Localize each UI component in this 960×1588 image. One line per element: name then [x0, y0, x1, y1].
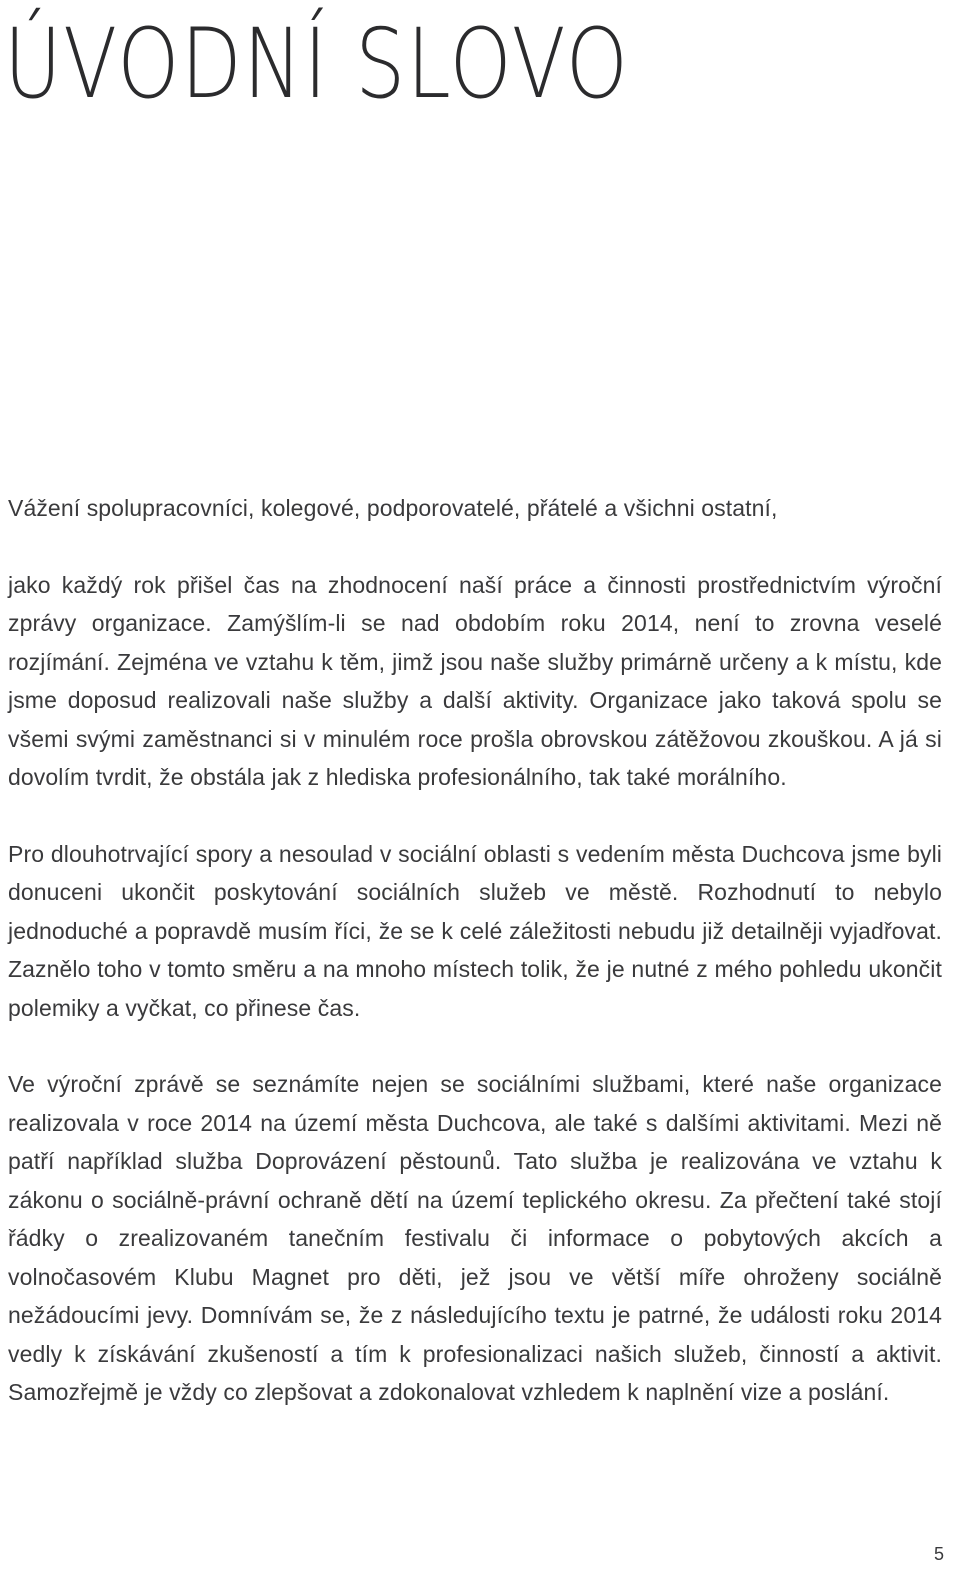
- page-number: 5: [933, 1544, 944, 1564]
- page-title: ÚVODNÍ SLOVO: [4, 8, 630, 120]
- body-text: [8, 489, 942, 1412]
- greeting-paragraph: Vážení spolupracovníci, kolegové, podporovatelé, přátelé a všichni ostatní,: [8, 495, 778, 521]
- paragraph-1: jako každý rok přišel čas na zhodnocení naší práce a činnosti prostřednictvím výroční zprávy organizace. Zamýšlím-li se nad obdobím roku 2014, není to zrovna veselé rozjímání. Zejména ve vztahu k těm, jimž jsou naše služby primárně určeny a k místu, kde jsme doposud realizovali naše služby a další aktivity. Organizace jako taková spolu se všemi svými zaměstnanci si v minulém roce prošla obrovskou zátěžovou zkouškou. A já si dovolím tvrdit, že obstála jak z hlediska profesionálního, tak také morálního.: [8, 571, 942, 790]
- paragraph-3: Ve výroční zprávě se seznámíte nejen se sociálními službami, které naše organizace realizovala v roce 2014 na území města Duchcova, ale také s dalšími aktivitami. Mezi ně patří například služba Doprovázení pěstounů. Tato služba je realizována ve vztahu k zákonu o sociálně-právní ochraně dětí na území teplického okresu. Za přečtení také stojí řádky o zrealizovaném tanečním festivalu či informace o pobytových akcích a volnočasovém Klubu Magnet pro děti, jež jsou ve větší míře ohroženy sociálně nežádoucími jevy. Domnívám se, že z následujícího textu je patrné, že události roku 2014 vedly k získávání zkušeností a tím k profesionalizaci našich služeb, činností a aktivit. Samozřejmě je vždy co zlepšovat a zdokonalovat vzhledem k naplnění vize a poslání.: [8, 1071, 942, 1405]
- paragraph-2: Pro dlouhotrvající spory a nesoulad v sociální oblasti s vedením města Duchcova jsme byli donuceni ukončit poskytování sociálních služeb ve městě. Rozhodnutí to nebylo jednoduché a popravdě musím říci, že se k celé záležitosti nebudu již detailněji vyjadřovat. Zaznělo toho v tomto směru a na mnoho místech tolik, že je nutné z mého pohledu ukončit polemiky a vyčkat, co přinese čas.: [8, 840, 942, 1021]
